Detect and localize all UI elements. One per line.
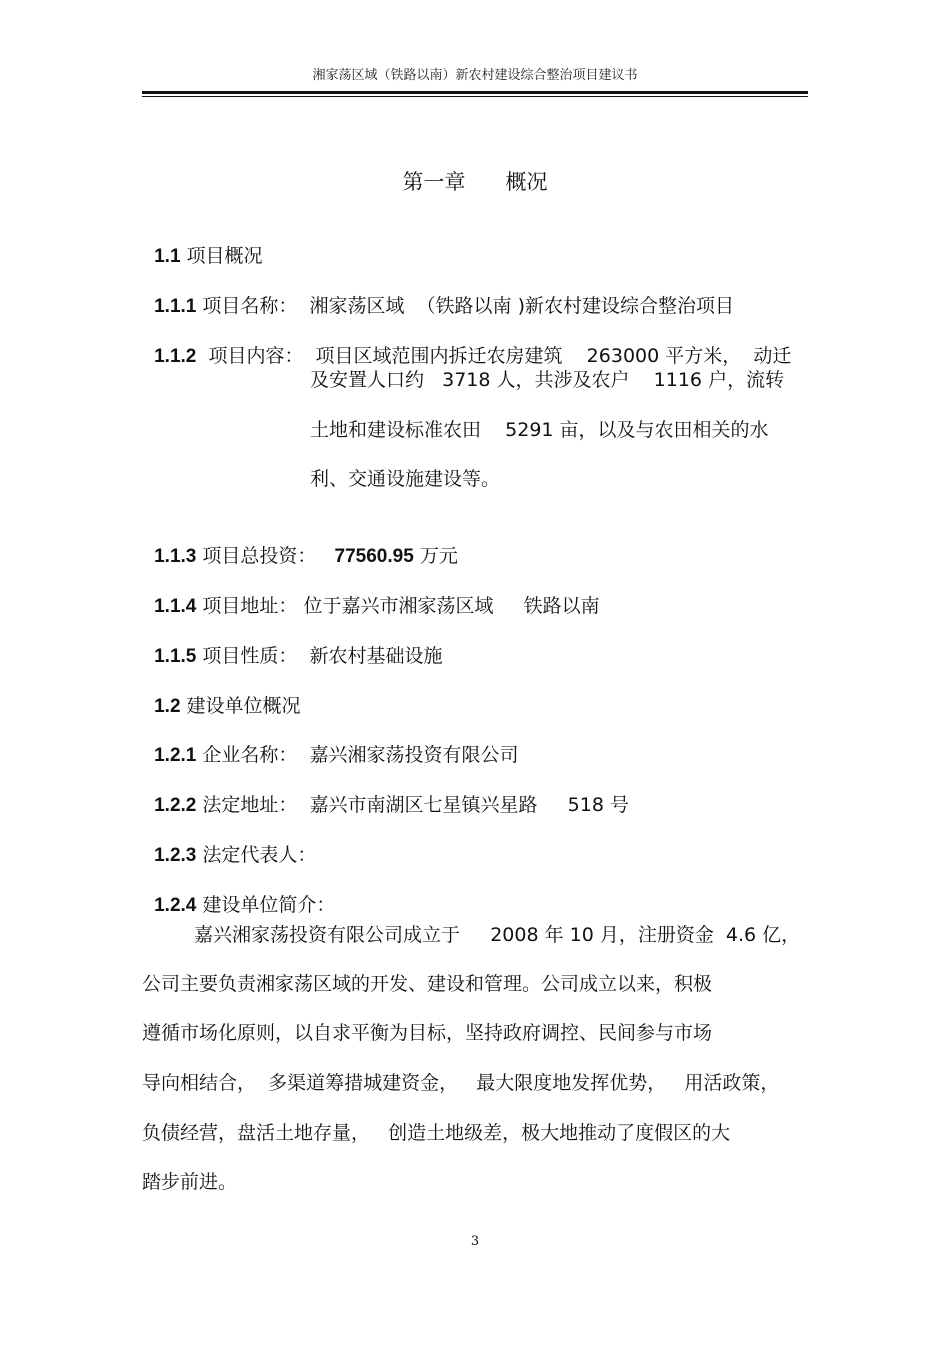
section-label: 项目总投资： xyxy=(196,545,335,567)
section-1-2-1 xyxy=(142,716,518,769)
chapter-title: 第一章 概况 xyxy=(402,170,548,194)
section-number: 1.1.1 xyxy=(154,296,197,317)
header-rule-thin xyxy=(142,96,808,97)
section-number: 1.1 xyxy=(154,246,181,267)
section-label: 项目概况 xyxy=(180,245,263,267)
section-1-2-3 xyxy=(142,816,316,869)
section-number: 1.2.3 xyxy=(154,845,197,866)
section-1-2-4 xyxy=(142,866,335,919)
section-1-1-3 xyxy=(142,517,458,570)
section-number: 1.1.3 xyxy=(154,546,197,567)
section-number: 1.2.1 xyxy=(154,745,197,766)
total-investment-value: 77560.95 xyxy=(334,546,414,567)
header-rule-thick xyxy=(142,91,808,94)
section-1-1-1 xyxy=(142,267,734,320)
section-label: 企业名称： 嘉兴湘家荡投资有限公司 xyxy=(196,744,519,766)
section-1-2 xyxy=(142,667,301,720)
section-label: 项目名称： 湘家荡区域 （铁路以南 )新农村建设综合整治项目 xyxy=(196,295,735,317)
section-label: 法定地址： 嘉兴市南湖区七星镇兴星路 518 号 xyxy=(196,794,629,816)
section-number: 1.1.5 xyxy=(154,646,197,667)
intro-paragraph-line-4: 导向相结合， 多渠道筹措城建资金， 最大限度地发挥优势， 用活政策， xyxy=(142,1072,780,1094)
section-label: 建设单位简介： xyxy=(196,894,336,916)
intro-paragraph-line-1: 嘉兴湘家荡投资有限公司成立于 2008 年 10 月，注册资金 4.6 亿， xyxy=(194,924,801,946)
intro-paragraph-line-6: 踏步前进。 xyxy=(142,1171,238,1193)
total-investment-unit: 万元 xyxy=(413,545,458,567)
section-1-1 xyxy=(142,217,263,270)
section-number: 1.2.2 xyxy=(154,795,197,816)
section-1-1-2 xyxy=(142,317,791,370)
section-label: 项目地址： 位于嘉兴市湘家荡区域 铁路以南 xyxy=(196,595,600,617)
section-number: 1.2 xyxy=(154,696,181,717)
section-1-1-5 xyxy=(142,617,442,670)
intro-paragraph-line-3: 遵循市场化原则，以自求平衡为目标，坚持政府调控、民间参与市场 xyxy=(142,1022,713,1044)
section-number: 1.1.4 xyxy=(154,596,197,617)
section-label: 建设单位概况 xyxy=(180,695,301,717)
page-number: 3 xyxy=(470,1234,480,1249)
intro-paragraph-line-5: 负债经营，盘活土地存量， 创造土地级差，极大地推动了度假区的大 xyxy=(142,1122,731,1144)
section-1-1-2-cont-3: 利、交通设施建设等。 xyxy=(310,468,501,490)
section-label: 法定代表人： xyxy=(196,844,317,866)
section-1-1-2-cont-2: 土地和建设标准农田 5291 亩，以及与农田相关的水 xyxy=(310,419,769,441)
section-number: 1.1.2 xyxy=(154,346,197,367)
intro-paragraph-line-2: 公司主要负责湘家荡区域的开发、建设和管理。公司成立以来，积极 xyxy=(142,973,713,995)
section-label: 项目内容： 项目区域范围内拆迁农房建筑 263000 平方米， 动迁 xyxy=(196,345,792,367)
section-label: 项目性质： 新农村基础设施 xyxy=(196,645,443,667)
section-1-1-2-cont-1: 及安置人口约 3718 人，共涉及农户 1116 户，流转 xyxy=(310,369,785,391)
section-1-2-2 xyxy=(142,766,629,819)
section-1-1-4 xyxy=(142,567,600,620)
section-number: 1.2.4 xyxy=(154,895,197,916)
running-header: 湘家荡区域（铁路以南）新农村建设综合整治项目建议书 xyxy=(312,68,638,83)
